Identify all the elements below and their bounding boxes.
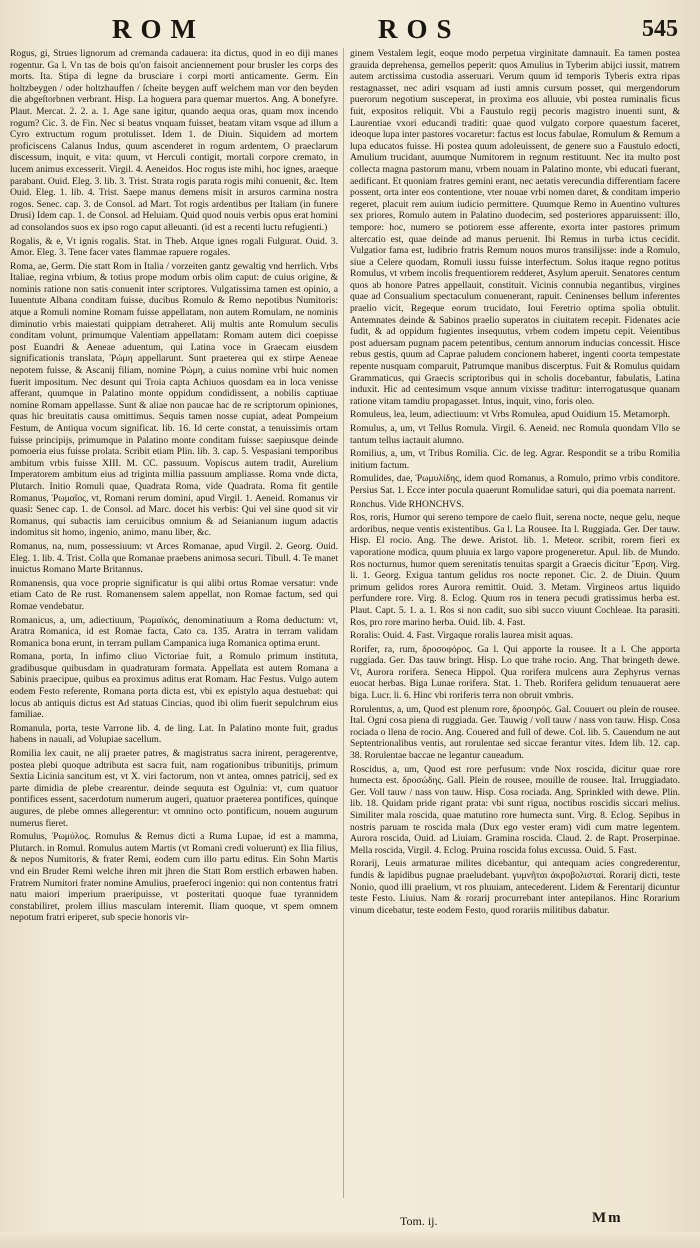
entry-rorulentus: Rorulentus, a, um, Quod est plenum rore, δροσηρός. Gal. Couuert ou plein de rousee. Ital. Ogni cosa piena di ruggiada. Ger. Tauwig / voll tauw / nass von tauw. Hisp. Cosa rociada o llena de rocio. Ang. Couered and full of dewe. Col. lib. 5. Cauendum ne aut Septentrionalibus ventis, aut rorulentae sed siccae ferantur vites. Idem lib. 12. cap. 38. Rorulentae baccae ne legantur caueadum. bbox=[350, 703, 680, 762]
entry-romana-porta: Romana, porta, In infimo cliuo Victoriae fuit, a Romulo primum instituta, gradibusque quibusdam in quadraturam formata. Appellata est autem Romana a Sabinis praecipue, quibus ea proximus aditus erat Romam. Hac Festus. Vulgo autem eodem Festo referente, Romana porta dicta est, vbi ex epistylo aqua destuebat: qui locus ab antiquis dictus est Ad statuas Cincias, quod ibi olim fuerit sepulchrum eius familiae. bbox=[10, 651, 338, 721]
entry-romilius: Romilius, a, um, vt Tribus Romilia. Cic. de leg. Agrar. Respondit se a tribu Romilia initium factum. bbox=[350, 448, 680, 471]
entry-ronchus: Ronchus. Vide RHONCHVS. bbox=[350, 498, 464, 510]
left-text-column bbox=[10, 48, 338, 1200]
entry-romanula: Romanula, porta, teste Varrone lib. 4. de ling. Lat. In Palatino monte fuit, gradus habens in nauali, ad Volupiae sacellum. bbox=[10, 722, 338, 746]
entry-romanensis: Romanensis, qua voce proprie significatur is qui alibi ortus Romae versatur: vnde etiam Cato de Re rust. Romanensem salem appellat, non Romae factum, sed qui Romae vendebatur. bbox=[10, 577, 338, 612]
entry-rorifer: Rorifer, ra, rum, δροσοφόρος. Ga l. Qui apporte la rousee. It a l. Che apporta ruggiada. Ger. Das tauw bringt. Hisp. Lo que trahe rocio. Ang. That bringeth dewe. Vt, Aurora rorifera. Seneca Hippol. Qua rorifera mulcens aura Zephyrus vernas euocat herbas. Biga Lunae rorifera. Stat. 1. Theb. Rorifera gelidum tenuauerat aere biga. Lucr. li. 6. Hinc vbi roriferis terra non obruit vmbris. bbox=[350, 643, 680, 702]
page-number: 545 bbox=[642, 16, 678, 42]
left-running-headword: ROM bbox=[112, 14, 205, 44]
entry-romilia-lex: Romilia lex cauit, ne alij praeter patres, & magistratus sacra inirent, peragerentve, postea plebi quoque adtributa est sacra fuit, nam rogationibus tribunitijs, primum Sextia Licinia sancitum est, vt X. viri factorum, non vt antea, omnes patricij, sed ex parte dimidia de plebe crearentur. deinde sequuta est Ogulnia: vt, cum quatuor pontifices essent, sacerdotum numerum augeri, quatuor praeterea pontifices, quinque augures, de plebe omnes allegerentur: vt omnino octo pontificum, nouem augurum numerus fieret. bbox=[10, 748, 338, 829]
entry-romulus-adj: Romulus, a, um, vt Tellus Romula. Virgil. 6. Aeneid. nec Romula quondam Vllo se tantum tellus iactauit alumno. bbox=[350, 423, 680, 446]
page-bottom-edge bbox=[0, 1232, 700, 1248]
volume-label: Tom. ij. bbox=[400, 1214, 438, 1228]
entry-rogus: Rogus, gi, Strues lignorum ad cremanda cadauera: ita dictus, quod in eo diji manes rogentur. Ga l. Vn tas de bois qu'on faisoit anciennement pour brusler les corps des morts. Ita. Stipa di legne da brusciare i corpi morti anticamente. Germ. Ein holtzbeygen / oder holtzhauffen / ſcheite beygen auff welchem man vor den beyden die abgeſtorbnen verbrant. Hisp. La hoguera para quemar muertos. Ang. A bonefyre. Plaut. Mercat. 2. 2. a. 1. Age sane igitur, quando aequa oras, quam mox incendo rogum? Cic. 3. de Fin. Nec si beatus vnquam fuisset, beatam vitam vsque ad illum a Cyro extructum rogum protulisset. Idem 1. de Diuin. Siquidem ad mortem proficiscens Calanus Indus, quum ascenderet in rogum ardentem, O praeclarum discessum, inquit, e vita: quum, vt Herculi contigit, mortali corpore cremato, in lucem animus excesserit. Virgil. 4. Aeneidos. Hoc rogus iste mihi, hoc ignes, araeque parabant. Ouid. Eleg. 3. lib. 3. Trist. Strata rogis parata rogis mihi conuenit, &c. Item Ouid. Eleg. 1. lib. 4. Trist. Saepe manus demens misit in arsuros carmina nostra rogos. Senec. cap. 3. de Consol. ad Mart. Tot rogis ardentibus per Italiam (in funere Drusi) Idem cap. 1. de Consol. ad Heluiam. Quid quod nouis verbis opus erat homini ad consolandos suos ex ipso rogo caput alleuanti. (id est a recenti luctu refugienti.) bbox=[10, 48, 338, 233]
entry-romulus-continued: ginem Vestalem legit, eoque modo perpetua virginitate damnauit. Ea tamen postea grauida deprehensa, gemellos peperit: quos Amulius in Tyberim abijci iussit, matrem autem arctissima custodia asseruari. Verum quum id temporis Tyberis extra ripas restagnasset, nec adiri vsquam ad iusti amnis cursum posset, qui mergendorum puerorum negotium susceperat, in proxima eos alluuie, vbi postea ruminalis ficus fuit, expositos reliquit. Vbi a Faustulo regij pecoris magistro inuenti sunt, & Laurentiae vxori educandi traditi: quae quod vulgato corpore quaestum faceret, ideoque lupa inter pastores vocaretur: factus est locus fabulae, Romulum & Remum a lupa educatos fuisse. Hi postea quum adoleuissent, de genere suo a Faustulo edocti, Amulium trucidant, auumque Numitorem in regnum restituunt. Nec ita multo post collecta magna pastorum manu, vrbem nouam in Palatino monte, vbi educati fuerant, aedificant. Et quoniam fratres gemini erant, nec aetatis verecundia differentiam facere possent, orta inter eos contentione, vter nouae vrbi nomen daret, & conditam imperio regeret, placuit rem auium iudicio permittere. Quumque Remo in Auentino vultures sex priores, Romulo autem in Palatino duodecim, sed posteriores apparuissent: illo, tempore: hoc, numero se potiorem esse afferente, exorta inter pastores primum altercatio est, quae deinde ad manus peruenit. Ibi Remus in turba ictus cecidit. Vulgatior fama est, ludibrio fratris Remum nouos muros transilijsse: inde a Romulo, siue a Celere quodam, Romuli iussu fuisse interfectum. Solus itaque regno potitus Romulus, vt vrbem incolis frequentiorem redderet, Asylum aperuit. Senatores centum quos ab honore Patres appellauit, constituit. Vicinis connubia negantibus, virgines quae ad Consualium spectaculum conuenerant, rapuit. Ceninenses bellum inferentes praelio vicit, Regeque eorum trucidato, Ioui Feretrio optima spolia obtulit. Antemnates deinde & Sabinos praelio superatos in ciuitatem recepit. Fidenates acie fudit, & ad oppidum fugientes insequutus, vrbem codem impetu cepit. Veientibus post aduersam pugnam pacem petentibus, centum annorum inducias concessit. Hisce rebus gestis, quum ad Caprae paludem concionem haberet, ingenti coorta tempestate repente nusquam comparuit, Patrumque manibus discerptus. Fuit & Romulus quidam Grammaticus, qui Graecis scriptoribus qui in scholis docebantur, fabulatis, Latina induxit. Hic ad centesimum vsque annum vixisse traditur: interrogatusque quanam ratione vitam tamdiu propagasset. Intus, inquit, vino, foris oleo. bbox=[350, 48, 680, 407]
entry-romulides: Romulides, dae, Ῥωμυλίδης, idem quod Romanus, a Romulo, primo vrbis conditore. Persius Sat. 1. Ecce inter pocula quaerunt Romulidae saturi, qui dia poemata narrent. bbox=[350, 473, 680, 496]
column-divider bbox=[343, 48, 344, 1198]
entry-romulus: Romulus, Ῥωμύλος. Romulus & Remus dicti a Ruma Lupae, id est a mamma, Plutarch. in Romul. Romulus autem Martis (vt Romani credi voluerunt) ex Ilia filius, & nepos Numitoris, & frater Remi, eodem cum illo partu editus. Ein Sohn Martis vnd ein Bruder Remi welche ihren mit jhren die Statt Rom erstlich erbawen haben. Fratrem Numitori frater nomine Amulius, praeferoci ingenio: qui non contentus fratri natu maiori imperium praeripuisse, vt posteritati quoque fuae tyrannidem constabiliret, prolem illius masculam interemit. Iliam quoque, vt spem omnem nepotum fratri eriperet, sub specie honoris vir- bbox=[10, 831, 338, 924]
entry-rorarij: Rorarij, Leuis armaturae milites dicebantur, qui antequam acies congrederentur, fundis & lapidibus pugnae praeludebant. γυμνῆται ἀκροβολισταί. Rorarij dicti, teste Nonio, quod illi praelium, vt ros pluuiam, antecederent. Lidem & Ferentarij dicuntur teste Festo. Liuius. Nam & rorarij procurrebant inter antepilanos. Hinc Rorarium vinum dicebatur, teste eodem Festo, quod rorariis militibus dabatur. bbox=[350, 858, 680, 916]
entry-romanus: Romanus, na, num, possessiuum: vt Arces Romanae, apud Virgil. 2. Georg. Ouid. Eleg. 1. lib. 4. Trist. Colla que Romanae praebens animosa securi. Tibull. 4. Te manet inuictus Romano Marte Britannus. bbox=[10, 540, 338, 576]
entry-roralis: Roralis: Ouid. 4. Fast. Virgaque roralis laurea misit aquas. bbox=[350, 630, 573, 642]
entry-ros: Ros, roris, Humor qui sereno tempore de caelo fluit, serena nocte, neque gelu, neque ardoribus, neque ventis existentibus. Ga l. La Rousee. Ita l. Ruggiada. Ger. Der tauw. Hisp. El rocio. Ang. The dewe. Aristot. lib. 1. Meteor. scribit, rorem fieri ex vaporatione modica, quum pluuia ex largo vapore progeneretur. Apul. lib. de Mundo. Ros nocturnus, humor quem serenitatis tenuitas spargit a Graecis dicitur Ἔρση. Virg. li. 1. Georg. Exigua tantum gelidus ros nocte reponet. Cic. 2. de Diuin. Quum primum gelidos rores Aurora remittit. Ouid. 3. Metam. Virgineos artus liquido perfundere rore. Virg. 8. Eclog. Quum ros in tenera pecudi gratissimus herba est. Plaut. Capt. 5. 1. a. 1. Ros si non cadit, suo sibi succo viuunt Cochleae. Ita parasiti. Ros, pro rore marino herba. Ouid. lib. 4. Fast. bbox=[350, 512, 680, 628]
entry-roscidus: Roscidus, a, um, Quod est rore perfusum: vnde Nox roscida, dicitur quae rore humecta est. δροσώδης. Gall. Plein de rousee, mouille de rousee. Ital. Irruggiadato. Ger. Voll tauw / nass von tauw. Hisp. Cosa rociada. Ang. Sprinkled with dewe. Plin. lib. 18. Quidam pride rigant prata: vbi sunt rigua, noctibus roscidis siccari melius. Similiter mala roscida, quae matutino rore humecta sunt. Virg. 8. Eclog. Sepibus in nostris paruam te roscida mala (Dux ego vester eram) vidi cum matre legentem. Aurora roscida, Ouid. ad Liuiam. Gramina roscida. Claud. 2. de Rapt. Proserpinae. Mella roscida, Virgil. 4. Eclog. Pruina roscida folus excussa. Ouid. 5. Fast. bbox=[350, 763, 680, 856]
entry-rogalis: Rogalis, & e, Vt ignis rogalis. Stat. in Theb. Atque ignes rogali Fulgurat. Ouid. 3. Amor. Eleg. 3. Tene facer vates flammae rapuere rogales. bbox=[10, 235, 338, 259]
right-running-headword: ROS bbox=[378, 14, 461, 44]
entry-romanicus: Romanicus, a, um, adiectiuum, Ῥωμαϊκός, denominatiuum a Roma deductum: vt, Aratra Romanica, id est Romae facta, Cato ca. 135. Aratra in terram validam Romanica bona erunt, in terram pullam Campanica iuga Romanica optima erunt. bbox=[10, 614, 338, 649]
right-text-column bbox=[350, 48, 680, 1200]
signature-mark: Mm bbox=[592, 1210, 623, 1226]
entry-roma: Roma, ae, Germ. Die statt Rom in Italia / vorzeiten gantz gewaltig vnd herrlich. Vrbs Italiae, regina vrbium, & totius prope modum orbis olim caput: de cuius origine, & nominis ratione non satis conuenit inter scriptores. Vulgatissima tamen est opinio, a Iuuentute Albana conditam fuisse, ducibus Romulo & Remo nepotibus Numitoris: atque a Romuli nomine Romam fuisse appellatam, non autem Romulam, ne nominis diminutio vrbis maiestati quippiam detraheret. Alij multis ante Romulum seculis conditam volunt, primumque Valentiam appellatam: Romam autem dici coepisse post Euandri & Aeneae aduentum, qui Latina voce in Graecam eiusdem significationis translata, Ῥώμη appellarunt. Sunt praeterea qui ex stirpe Aeneae nepotem fuisse, & Ascanij filiam, nomine Ῥώμη, a cuius nomine vrbi huic nomen fuerit impositum. Nec desunt qui Troia capta Achiuos quosdam ea in loca venisse afferant, quumque in Palatino monte oppidum condidissent, a nobilis captiuae nomine Romam appellasse. Sunt & aliae non paucae hac de re scriptorum opiniones, quas hic breuitatis causa omittimus. Sequis tamen nosse cupiat, adeat Pompeium Festum, de Antiqua vocum significat. lib. 16. Id certe constat, a tenuissimis ortam fuisse principijs, primumque in Palatino monte conditam fuisse: saepiusque deinde pomoeria eius fuisse prolata. Scribit etiam Plin. lib. 3. cap. 5. Vespasiani temporibus ambitum vrbis fuisse XIII. M. CC. passuum. Vopiscus autem tradit, Aurelium Imperatorem ambitum eius ad triginta millia passuum ampliasse. Roma vnde dicta, Plutarch. Initio Romuli quae, Quadrata Roma, vide Quadrata. Roma fit gentile Romanus, Ῥωμαῖος, vt, Romani rerum domini, apud Virgil. 1. Aeneid. Romanus vir quasi: Senec cap. 1. de Consol. ad Marc. docet his verbis: Qui vel sine quod sit vir Romanus, qui subactis iam ceruicibus omnium & ad Seianianum iugum adactis indomitus sit homo, ingenio, animo, manu liber, &c. bbox=[10, 260, 338, 539]
entry-romuleus: Romuleus, lea, leum, adiectiuum: vt Vrbs Romulea, apud Ouidium 15. Metamorph. bbox=[350, 409, 671, 421]
